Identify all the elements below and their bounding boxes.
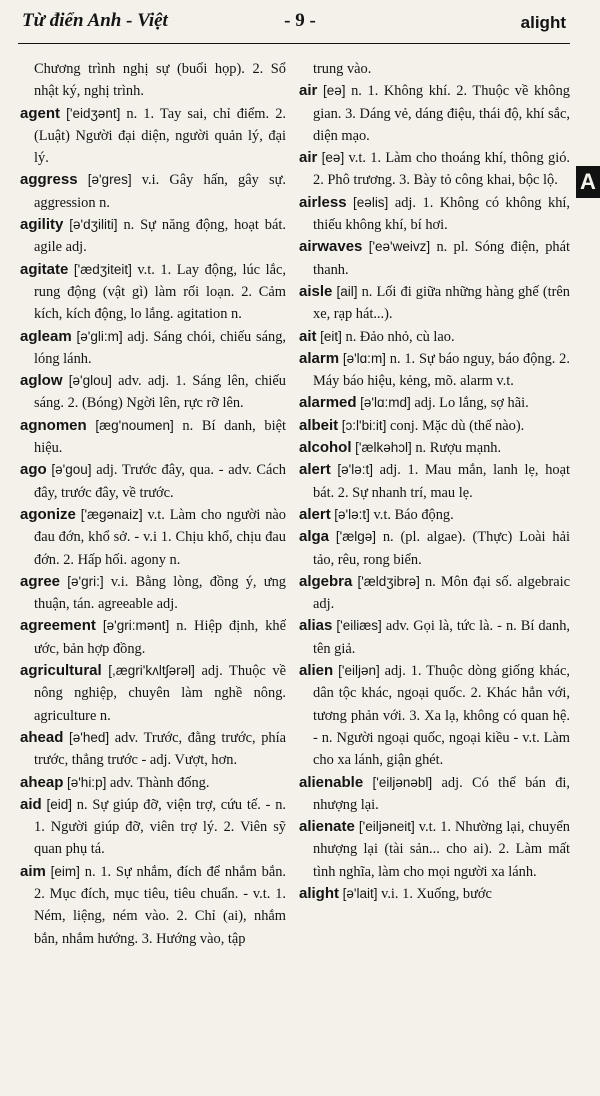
entry-headword: alight <box>299 884 339 902</box>
entry-pronunciation: ['ælgə] <box>335 529 376 545</box>
entry-definition: n. Sự giúp đỡ, viện trợ, cứu tế. - n. 1. Người giúp đỡ, viên trợ lý. 2. Viên sỹ quan phụ tá. <box>34 796 286 858</box>
entry-definition: adj. 1. Thuộc dòng giống khác, dân tộc khác, ngoại quốc. 2. Khác hẳn với, tương phản với. 3. Xa lạ, không có quan hệ. - n. Người ngoại quốc, ngoại kiều - v.t. Làm cho xa lánh, giận ghét. <box>313 663 570 769</box>
dictionary-entry <box>20 861 286 950</box>
dictionary-entry <box>20 169 286 214</box>
entry-headword: alcohol <box>299 439 352 457</box>
entry-headword: agnomen <box>20 416 87 434</box>
entry-pronunciation: ['eiljənəbl] <box>372 774 433 790</box>
entry-definition: adj. 1. Mau mắn, lanh lẹ, hoạt bát. 2. Sự nhanh trí, mau lẹ. <box>313 462 570 501</box>
dictionary-entry <box>299 326 570 348</box>
dictionary-entry <box>299 883 570 905</box>
entry-definition: n. Đảo nhỏ, cù lao. <box>345 328 455 345</box>
entry-definition: v.t. 1. Lay động, lúc lắc, rung động (vật gì) làm rối loạn. 2. Cảm kích, kích động, lo lắng. agitation n. <box>34 261 286 323</box>
entry-pronunciation: [eə] <box>321 150 345 166</box>
entry-definition: adj. Thuộc về nông nghiệp, chuyên làm nghề nông. agriculture n. <box>34 663 286 724</box>
left-column <box>20 58 286 1090</box>
entry-pronunciation: [ə'gri:mənt] <box>102 618 170 634</box>
entry-headword: alert <box>299 505 331 523</box>
entry-headword: air <box>299 149 318 167</box>
entry-definition: n. 1. Không khí. 2. Thuộc về không gian. 3. Dáng vẻ, dáng điệu, thái độ, khí sắc, diện mạo. <box>313 83 570 144</box>
entry-pronunciation: ['ægənaiz] <box>80 506 143 522</box>
entry-definition: adj. Lo lắng, sợ hãi. <box>414 395 529 412</box>
entry-headword: alien <box>299 662 334 680</box>
entry-pronunciation: [ə'gri:] <box>67 573 104 589</box>
entry-headword: agricultural <box>20 662 102 680</box>
dictionary-entry <box>20 571 286 616</box>
entry-pronunciation: [ə'hi:p] <box>66 774 107 790</box>
entry-headword: agree <box>20 572 61 590</box>
entry-definition: v.i. 1. Xuống, bước <box>381 885 492 902</box>
entry-definition: v.i. Bằng lòng, đồng ý, ưng thuận, tán. agreeable adj. <box>34 573 286 613</box>
dictionary-entry <box>20 103 286 170</box>
entry-headword: aisle <box>299 282 333 300</box>
entry-definition: Chương trình nghị sự (buổi họp). 2. Sổ nhật ký, nghị trình. <box>34 61 286 100</box>
entry-pronunciation: [æg'noumen] <box>95 417 174 433</box>
dictionary-entry <box>20 326 286 371</box>
dictionary-entry <box>20 615 286 660</box>
dictionary-entry <box>20 58 286 103</box>
dictionary-entry <box>20 504 286 571</box>
entry-definition: adv. Thành đống. <box>109 774 210 791</box>
entry-pronunciation: [ail] <box>336 283 358 299</box>
dictionary-entry <box>299 816 570 883</box>
entry-headword: alga <box>299 528 330 546</box>
entry-headword: ago <box>20 461 47 479</box>
entry-pronunciation: ['ædʒiteit] <box>73 261 132 277</box>
entry-headword: albeit <box>299 416 339 434</box>
letter-tab: A <box>576 166 600 198</box>
dictionary-entry <box>299 58 570 80</box>
entry-headword: airwaves <box>299 238 363 256</box>
dictionary-entry <box>299 281 570 326</box>
entry-pronunciation: [ə'glou] <box>68 373 112 389</box>
dictionary-entry <box>299 526 570 571</box>
dictionary-entry <box>299 192 570 237</box>
entry-pronunciation: ['eə'weivz] <box>368 239 431 255</box>
entry-definition: v.t. 1. Nhường lại, chuyển nhượng lại (tài sản... cho ai). 2. Làm mất tình nghĩa, làm cho mọi người xa lánh. <box>313 819 570 880</box>
entry-headword: agreement <box>20 617 96 635</box>
dictionary-entry <box>20 370 286 415</box>
page-header <box>0 0 600 44</box>
entry-definition: trung vào. <box>313 61 372 77</box>
entry-pronunciation: [ɔ:l'bi:it] <box>341 417 387 433</box>
entry-definition: n. 1. Sự nhắm, đích để nhắm bắn. 2. Mục đích, mục tiêu, tiêu chuẩn. - v.t. 1. Ném, liệng, ném vào. 2. Chỉ (ai), nhắm bắn, nhắm hướng. 3. Hướng vào, tập <box>34 863 286 947</box>
entry-definition: n. 1. Tay sai, chỉ điểm. 2. (Luật) Người đại diện, người quản lý, đại lý. <box>34 105 286 167</box>
entry-definition: n. Lối đi giữa những hàng ghế (trên xe, rạp hát...). <box>313 283 570 323</box>
entry-headword: aheap <box>20 773 64 791</box>
entry-definition: v.t. Báo động. <box>373 506 454 523</box>
dictionary-entry <box>299 571 570 616</box>
entry-definition: n. Môn đại số. algebraic adj. <box>313 573 570 613</box>
entry-headword: alienable <box>299 773 364 791</box>
header-rule <box>18 43 570 44</box>
entry-definition: v.i. Gây hấn, gây sự. aggression n. <box>34 172 286 211</box>
entry-headword: alias <box>299 617 333 635</box>
entry-pronunciation: [ə'lɑ:md] <box>360 395 411 411</box>
entry-definition: adj. 1. Không có không khí, thiếu không khí, bí hơi. <box>313 194 570 234</box>
entry-pronunciation: [ə'lɑ:m] <box>342 350 386 366</box>
entry-headword: ait <box>299 327 317 345</box>
dictionary-entry <box>299 437 570 459</box>
dictionary-entry <box>20 794 286 861</box>
entry-headword: alert <box>299 461 331 479</box>
dictionary-entry <box>20 727 286 772</box>
entry-definition: v.t. 1. Làm cho thoáng khí, thông gió. 2. Phô trương. 3. Bày tỏ công khai, bộc lộ. <box>313 150 570 189</box>
dictionary-entry <box>299 504 570 526</box>
entry-headword: alienate <box>299 818 355 836</box>
dictionary-entry <box>20 415 286 460</box>
page-number: - 9 - <box>284 10 316 31</box>
entry-headword: aim <box>20 862 46 880</box>
entry-headword: aglow <box>20 372 63 390</box>
entry-headword: agility <box>20 216 64 234</box>
entry-definition: conj. Mặc dù (thế nào). <box>390 417 525 434</box>
entry-headword: agleam <box>20 327 72 345</box>
dictionary-entry <box>299 415 570 437</box>
entry-headword: algebra <box>299 572 353 590</box>
entry-definition: n. 1. Sự báo nguy, báo động. 2. Máy báo hiệu, kẻng, mõ. alarm v.t. <box>313 350 570 390</box>
dictionary-entry <box>20 772 286 794</box>
dictionary-entry <box>20 214 286 259</box>
entry-definition: adj. Có thể bán đi, nhượng lại. <box>313 774 570 813</box>
dictionary-entry <box>20 259 286 326</box>
entry-pronunciation: ['ælkəhɔl] <box>355 440 412 456</box>
entry-pronunciation: [ə'dʒiliti] <box>69 217 118 233</box>
entry-headword: aid <box>20 795 42 813</box>
entry-definition: v.t. Làm cho người nào đau đớn, khổ sở. - v.i 1. Chịu khổ, chịu đau đớn. 2. Hấp hối. agony n. <box>34 506 286 568</box>
entry-headword: agitate <box>20 260 69 278</box>
entry-headword: aggress <box>20 171 78 189</box>
entry-definition: n. Sự năng động, hoạt bát. agile adj. <box>34 217 286 256</box>
entry-headword: agent <box>20 104 61 122</box>
entry-headword: airless <box>299 193 347 211</box>
entry-definition: n. (pl. algae). (Thực) Loài hải tảo, rêu, rong biển. <box>313 529 570 568</box>
entry-headword: air <box>299 82 318 100</box>
entry-pronunciation: ['eiljəneit] <box>358 819 415 835</box>
dictionary-entry <box>299 236 570 281</box>
dictionary-entry <box>299 348 570 393</box>
entry-definition: adv. Trước, đằng trước, phía trước, thẳng trước - adj. Vượt, hơn. <box>34 729 286 769</box>
entry-pronunciation: [ə'gres] <box>87 172 132 188</box>
entry-pronunciation: [eə] <box>322 83 346 99</box>
entry-definition: adv. Gọi là, tức là. - n. Bí danh, tên giả. <box>313 618 570 657</box>
entry-definition: adv. adj. 1. Sáng lên, chiếu sáng. 2. (Bóng) Ngời lên, rực rỡ lên. <box>34 373 286 412</box>
entry-pronunciation: [ə'lait] <box>342 885 378 901</box>
entry-definition: n. Rượu mạnh. <box>415 440 502 457</box>
dictionary-entry <box>299 660 570 771</box>
entry-pronunciation: [ə'hed] <box>69 729 110 745</box>
dictionary-entry <box>299 392 570 414</box>
entry-definition: n. pl. Sóng điện, phát thanh. <box>313 239 570 278</box>
dictionary-entry <box>20 459 286 504</box>
entry-pronunciation: [ə'lə:t] <box>334 506 370 522</box>
dictionary-title: Từ điển Anh - Việt <box>22 10 168 31</box>
entry-headword: ahead <box>20 728 64 746</box>
entry-pronunciation: [ə'gli:m] <box>76 328 123 344</box>
entry-pronunciation: ['eidʒənt] <box>66 105 121 121</box>
guide-word: alight <box>520 13 566 32</box>
dictionary-entry <box>299 615 570 660</box>
entry-pronunciation: ['eiljən] <box>338 663 380 679</box>
dictionary-entry <box>299 147 570 192</box>
entry-pronunciation: [eit] <box>320 328 342 344</box>
entry-pronunciation: ['ældʒibrə] <box>357 573 420 589</box>
entry-pronunciation: [ə'gou] <box>51 462 92 478</box>
entry-pronunciation: ['eiliæs] <box>336 618 382 634</box>
dictionary-entry <box>299 80 570 147</box>
entry-pronunciation: [,ægri'kʌltʃərəl] <box>108 663 195 679</box>
entry-pronunciation: [eim] <box>50 863 80 879</box>
entry-pronunciation: [eid] <box>46 796 72 812</box>
dictionary-entry <box>299 772 570 817</box>
entry-headword: alarm <box>299 349 340 367</box>
right-column <box>299 58 570 1090</box>
entry-definition: adj. Sáng chói, chiếu sáng, lóng lánh. <box>34 328 286 367</box>
entry-definition: adj. Trước đây, qua. - adv. Cách đây, trước đây, về trước. <box>34 462 286 501</box>
entry-headword: alarmed <box>299 394 357 412</box>
dictionary-entry <box>20 660 286 727</box>
entry-pronunciation: [ə'lə:t] <box>337 462 373 478</box>
entry-definition: n. Hiệp định, khế ước, bản hợp đồng. <box>34 618 286 657</box>
entry-definition: n. Bí danh, biệt hiệu. <box>34 417 286 457</box>
entry-headword: agonize <box>20 505 76 523</box>
entry-pronunciation: [eəlis] <box>353 194 389 210</box>
dictionary-entry <box>299 459 570 504</box>
